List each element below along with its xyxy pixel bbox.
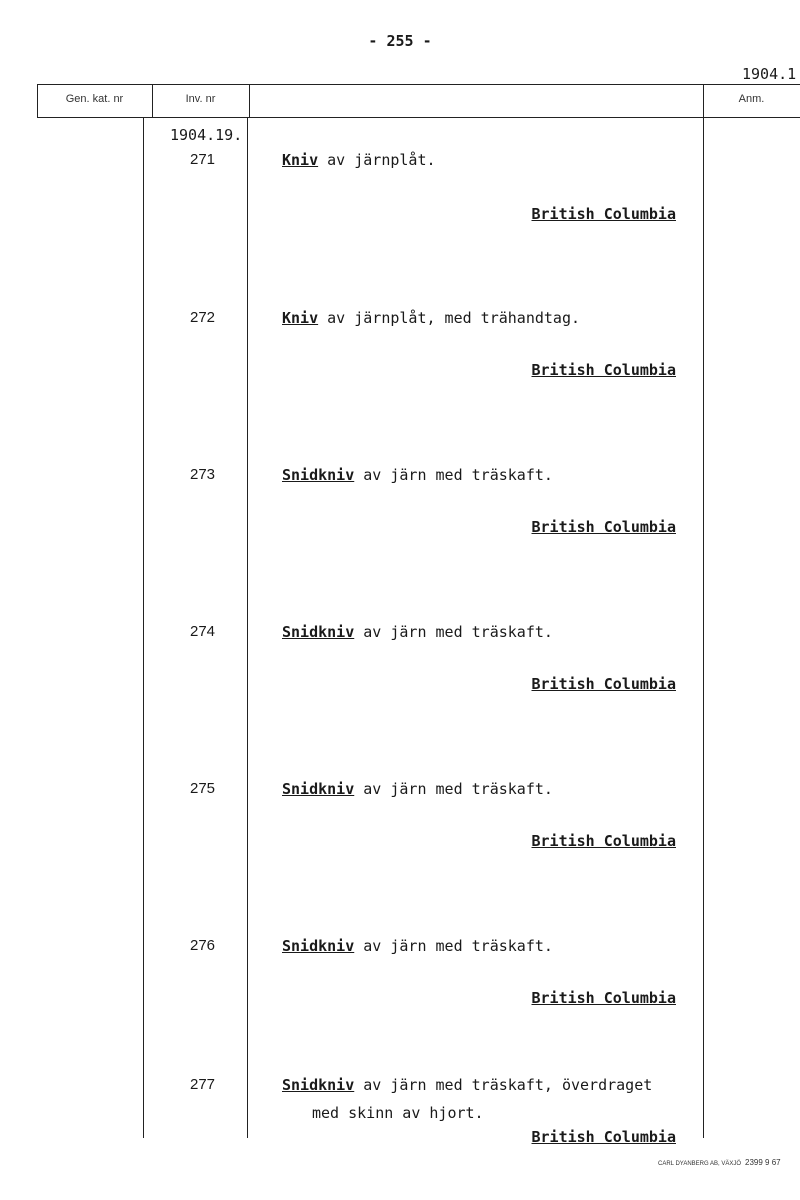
column-rule-inv [249,84,250,118]
inventory-number: 275 [189,780,216,797]
entry-text: av järn med träskaft. [354,780,553,798]
entry-keyword: Snidkniv [282,937,355,955]
entry-text: av järn med träskaft, överdraget [354,1076,653,1094]
entry-keyword: Snidkniv [282,1076,355,1094]
form-code: 2399 9 67 [745,1158,781,1167]
column-rule-gen-lower [143,117,144,1138]
entry-description [282,619,553,645]
entry-place: British Columbia [531,205,676,223]
inventory-number: 271 [189,151,216,168]
printer-name: CARL DYANBERG AB, VÄXJÖ [658,1161,742,1167]
entry-place: British Columbia [531,989,676,1007]
entry-text: av järn med träskaft. [354,937,553,955]
entry-description [282,462,553,488]
entry-keyword: Snidkniv [282,466,355,484]
entry-keyword: Kniv [282,309,319,327]
page-number: - 255 - [368,32,432,50]
entry-description [282,147,436,173]
entry-place: British Columbia [531,361,676,379]
column-header-inv-nr: Inv. nr [185,93,216,105]
entry-keyword: Snidkniv [282,780,355,798]
entry-text: av järn med träskaft. [354,466,553,484]
entry-place: British Columbia [531,518,676,536]
entry-description [282,776,553,802]
entry-text: av järnplåt. [318,151,436,169]
inventory-number: 272 [189,309,216,326]
column-header-anm: Anm. [738,93,765,105]
entry-keyword: Snidkniv [282,623,355,641]
column-header-gen-kat-nr: Gen. kat. nr [65,93,124,105]
year-prefix: 1904.19. [170,126,243,144]
entry-place: British Columbia [531,675,676,693]
entry-place: British Columbia [531,832,676,850]
entry-place: British Columbia [531,1128,676,1146]
inventory-number: 273 [189,466,216,483]
entry-description [282,933,553,959]
inventory-number: 274 [189,623,216,640]
entry-description-continued: med skinn av hjort. [312,1104,484,1122]
inventory-number: 276 [189,937,216,954]
entry-text: av järnplåt, med trähandtag. [318,309,581,327]
column-rule-anm [703,84,704,1138]
entry-text: av järn med träskaft. [354,623,553,641]
entry-description [282,305,580,331]
printer-footer [658,1158,781,1167]
inventory-number: 277 [189,1076,216,1093]
series-corner-label: 1904.1 [742,65,797,83]
entry-keyword: Kniv [282,151,319,169]
entry-description [282,1072,652,1098]
